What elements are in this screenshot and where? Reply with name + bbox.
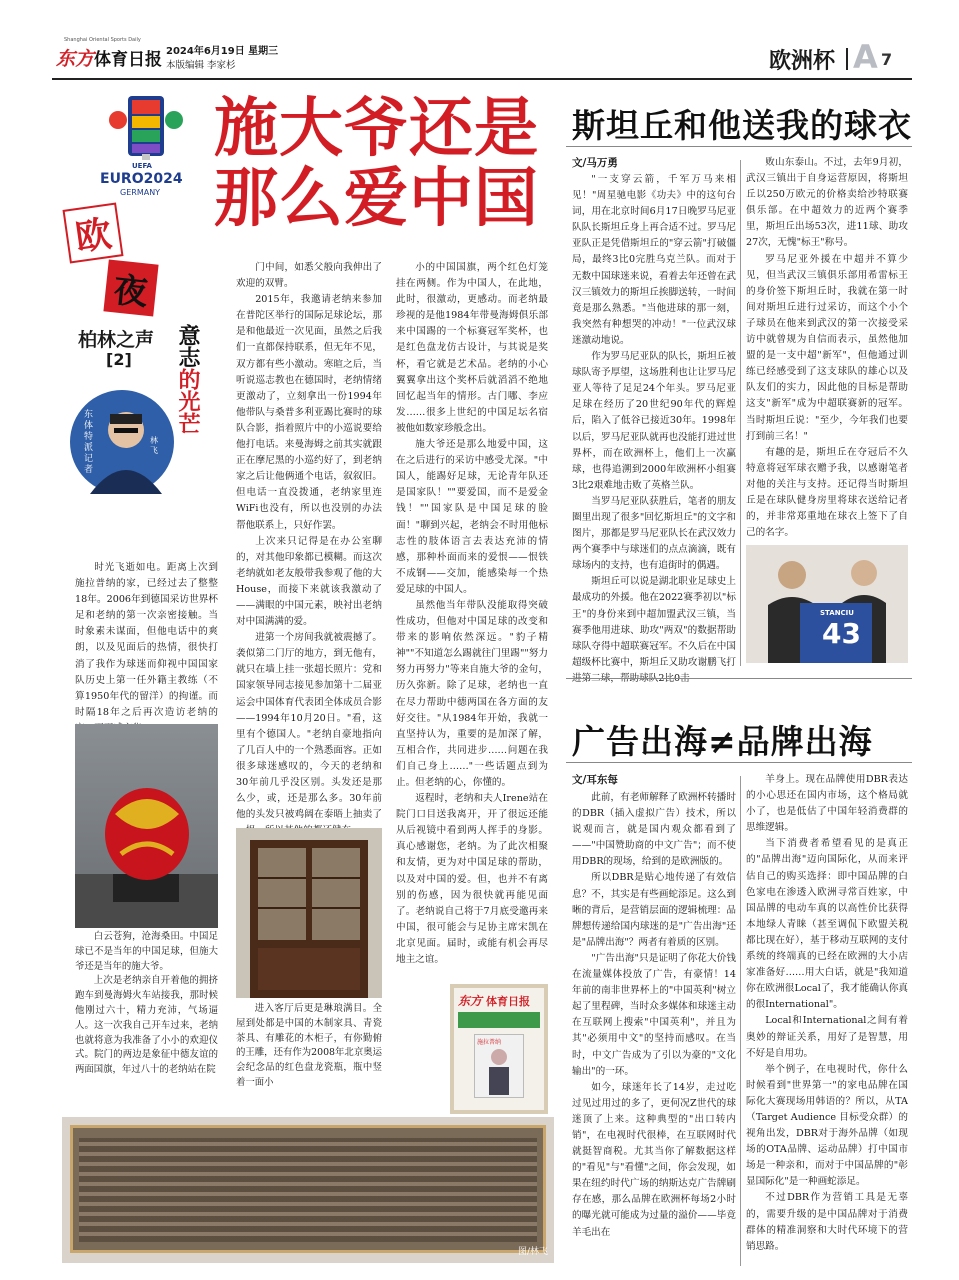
article3-col2 xyxy=(746,772,908,1268)
jersey-number: 43 xyxy=(822,617,861,650)
trophy-photo xyxy=(75,724,218,928)
paragraph: 白云苍狗，沧海桑田。中国足球已不是当年的中国足球，但施大爷还是当年的施大爷。 xyxy=(75,931,218,972)
article2-top-rule xyxy=(566,146,912,147)
paragraph: 如今，球迷年长了14岁，走过吃过见过用过的多了，更何况Z世代的球迷顶了上来。这种典型的"出口转内销"，在电视时代很棒，在互联网时代就挺智商税。尤其当你了解数据这样的"看见"与"看懂"之间，你会发现，如果在纽约时代广场的纳斯达克广告牌刷存在感，那么品牌在欧洲杯每场2小时的曝光就可能成为过量的溢价——毕竟羊毛出在 xyxy=(572,1081,736,1238)
masthead-date: 2024年6月19日 星期三 xyxy=(166,46,279,57)
masthead-rule xyxy=(52,78,912,80)
paragraph: 进第一个房间我就被震撼了。袭似第二门厅的地方，到无他有，就只在墙上挂一张超长照片：党和国家领导同志接见参加第十二届亚运会中国体育代表团全体成员合影——1994年10月20日。"看，这里有个德国人。"老纳自豪地指向了几百人中的一个熟悉面容。正如很多球迷感叹的，今天的老纳和30年前几乎没区别。头发还是那么少，或，还是那么多。30年前他的头发只被鸡阔在泰晤上抽卖了 xyxy=(236,632,382,821)
newspaper-banner xyxy=(458,1012,540,1028)
tag-box-ou xyxy=(63,203,124,264)
tag-char-ye: 夜 xyxy=(111,269,150,314)
column-rule-right xyxy=(740,160,741,666)
page-letter: A xyxy=(853,38,878,76)
trophy-icon xyxy=(96,92,196,162)
paragraph: 斯坦丘可以说是湖北职业足球史上最成功的外援。他在2022赛季初以"标王"的身份来到中超加盟武汉三镇，当赛季他用进球、助攻"两双"的数据帮助球队夺得中超联赛冠军。不久后在中国超级杯比赛中，斯坦丘又助攻谢鹏飞打 xyxy=(572,576,736,668)
panorama-frame xyxy=(70,1125,546,1253)
newspaper-portrait xyxy=(474,1034,524,1098)
newspaper-tag: 施拉普纳 xyxy=(477,1039,502,1046)
paragraph: "广告出海"只是证明了你花大价钱在流量媒体投放了广告，有豪情！14年前的南非世界杯上的"中国英利"树立起了里程碑，当时众多媒体和球迷主动在互联网上搜索"中国英利"，并且为其"必须用中文"的坚持而感叹。在当时，中文广告成为了引以为豪的"文化输出"的一环。 xyxy=(572,952,736,1077)
paragraph: 时光飞逝如电。距离上次到施拉普纳的家，已经过去了整整18年。2006年到德国采访世界杯足和老纳的第一次亲密接触。当时象素未谋面，但他电话中的爽朗，以及见面后的热情，很快打消了我作为球迷而仰视中国国家队历史上第一任外籍主教练（不算1950年代的留洋）的拘谨。而时隔18年之后再次造访老纳的 xyxy=(75,562,218,718)
column-subtitle xyxy=(172,324,202,434)
wooden-cabinet-icon xyxy=(236,828,382,998)
tag-box-ye xyxy=(103,260,158,317)
group-panorama-photo xyxy=(62,1117,554,1263)
article1-caption1 xyxy=(75,930,218,1112)
reporter-label: 东体特派记者 xyxy=(84,410,94,475)
section-name: 欧洲杯 xyxy=(769,49,836,74)
paragraph: 门中间，如悉父般向我伸出了欢迎的双臂。 xyxy=(236,262,382,290)
article1-col2 xyxy=(236,260,382,820)
article3-top-rule xyxy=(566,678,912,679)
article3-title-right: 品牌出海 xyxy=(736,722,873,761)
masthead-logo-en: Shanghai Oriental Sports Daily xyxy=(64,37,141,43)
paragraph: 羊身上。现在品牌使用DBR表达的小心思还在国内市场，这个格局就小了，也是低估了中国年轻消费群的思维逻辑。 xyxy=(746,774,908,834)
newspaper-brand: 东方 xyxy=(458,994,483,1008)
newspaper-photo xyxy=(450,984,548,1114)
paragraph: 举个例子，在电视时代，你什么时候看到"世界第一"的家电品牌在国际化大赛现场用韩语的？所以，从TA（Target Audience 目标受众群）的视角出发，DBR对于海外品牌（如现场的OTA品牌、运动品牌）打中国市场是一种亲和，而对于中国品牌的"彰显国际化"是一种画蛇添足。 xyxy=(746,1063,908,1188)
article1-title-line2: 那么爱中国 xyxy=(214,162,539,236)
paragraph: 不过DBR作为营销工具是无辜的，需要升级的是中国品牌对于消费群体的精准洞察和大时代环境下的营销思路。 xyxy=(746,1192,908,1252)
column-rule-right-lower xyxy=(740,776,741,1266)
logo-uefa: UEFA xyxy=(132,162,152,170)
tag-char-ou: 欧 xyxy=(72,213,115,259)
paragraph: 所以DBR是贴心地传递了有效信息？不，其实是有些画蛇添足。这么到晰的背后，是营销层面的逻辑梳理：品牌想传递给国内球迷的是"广告出海"还是"品牌出海"？两者有着质的区别。 xyxy=(572,872,736,948)
paragraph: Local和International之间有着奥妙的辩证关系，用好了是智慧，用不好是自用功。 xyxy=(746,1015,908,1059)
paragraph: 罗马尼亚外援在中超并不算少见，但当武汉三镇俱乐部用希雷标王的身价签下斯坦丘时，我就在第一时间对斯坦丘进行过采访，而这个小个子球员在他来到武汉的第一次接受采访中就曾规为自信而表示，虽然他加盟的是一支中超"新军"，但他通过训练已经感受到了这支球队的雄心以及队友们的实力，因此他的目标是帮助这支"新军"成为中超联赛新的冠军。当时斯坦丘说："至少，今年我们也要打到前三名！" xyxy=(746,253,908,442)
article3-mid-rule xyxy=(566,762,912,763)
article3-byline: 文/耳东每 xyxy=(572,774,618,786)
article2-byline: 文/马万勇 xyxy=(572,157,618,169)
article1-col1 xyxy=(75,560,218,722)
article2-col1 xyxy=(572,172,736,672)
panorama-rows xyxy=(79,1138,537,1242)
paragraph: 小的中国国旗，两个红色灯笼挂在两侧。作为中国人，在此地，此时，很激动，更感动。而老纳最珍视的是他1984年带曼海姆俱乐部来中国踢的一个标赛冠军奖杯，也是红色盘龙仿古设计，与其说是奖杯，看它就是艺术品。老纳的小心翼翼拿出这个奖杯后就滔滔不绝地回忆起当年的情形。古门哪、李应发……很多上世纪的中国足坛名宿被他如数家珍般念出。 xyxy=(396,262,548,434)
paragraph: 败山东泰山。不过，去年9月初，武汉三镇出于自身运营原因，将斯坦丘以250万欧元的价格卖给沙特联赛俱乐部。在中超效力的近两个赛季里，斯坦丘出场53次，进11球、助攻27次，无愧"标王"称号。 xyxy=(746,157,908,249)
article3-title-symbol: ≠ xyxy=(708,722,737,761)
paragraph: 当下消费者希望看见的是真正的"品牌出海"迈向国际化，从而来评估自己的购买选择：即中国品牌的白色家电在渗透入欧洲寻常百姓家，中国品牌的电动车真的以高性价比获得本地绿人青睐（甚至调侃下欧盟关税都比现在好），基于移动互联网的支付系统的终端真的已经在欧洲的大小店家准备好……用大白话，就是"我知道你在欧洲很Local了，我才能确认你真的很International"。 xyxy=(746,838,908,1011)
article1-title xyxy=(214,94,554,234)
newspaper-clip xyxy=(454,988,544,1110)
paragraph: 施大爷还是那么地爱中国，这在之后进行的采访中感受尤深。"中国人，能踢好足球，无论青年队还是国家队！""要爱国，而不是爱金钱！""国家队是中国足球的脸面！"聊到兴起，老纳会不时用他标志性的肢体语言去表达充沛的情感，那种朴面而来的爱恨——恨铁不成钢——交加，能感染每一个热爱足球的中国人。 xyxy=(396,439,548,595)
paragraph: 上次是老纳亲自开着他的拥挤跑车到曼海姆火车站接我，那时候他刚过六十，精力充沛，气场逼人。这一次我自己开车过来，老纳也就将意为我准备了小小的欢迎仪式。院门的两边是象征中德友谊的两面国旗，年过八十的老纳站在院 xyxy=(75,975,218,1076)
paragraph: 作为罗马尼亚队的队长，斯坦丘被球队寄予厚望，这场胜利也让让罗马尼亚人等待了足足24个年头。罗马尼亚足球在经历了20世纪90年代的辉煌后，陷入了低谷已接近30年。1998年以后，罗马尼亚队就再也没能打进过世界杯，而在欧洲杯上，他们上一次赢球，也得追溯到2000年欧洲杯小组赛3比2艰难地击败了英格兰队。 xyxy=(572,351,736,491)
article1-title-line1: 施大爷还是 xyxy=(214,92,539,166)
article3-col1 xyxy=(572,790,736,1268)
article3-title xyxy=(572,716,873,763)
reporter-avatar xyxy=(70,390,174,494)
masthead-editor: 本版编辑 李家杉 xyxy=(166,60,236,71)
paragraph: "一支穿云箭，千军万马来相见！"周星驰电影《功夫》中的这句台词，用在北京时间6月17日晚罗马尼亚队队长斯坦丘身上再合适不过。罗马尼亚队正是凭借斯坦丘的"穿云箭"打破僵局，最终3比0完胜乌克兰队。而对于无数中国球迷来说，看着去年还曾在武汉三镇效力的斯坦丘挨脚送转，一时间竟是那么熟悉。"当他进球的那一刻，我突然有种想哭的冲动！"一位武汉球迷激动地说。 xyxy=(572,174,736,346)
logo-country: GERMANY xyxy=(120,188,161,197)
article1-caption2 xyxy=(236,1002,382,1114)
masthead-logo-name: 体育日报 xyxy=(94,50,162,70)
article2-col2 xyxy=(746,155,908,540)
paragraph: 此前，有老师解释了欧洲杯转播时的DBR（插入虚拟广告）技术，所以说观而言，就是国内观众都看到了——"中国赞助商的中文广告"；而不使用DBR的现场，给到的是欧洲版的。 xyxy=(572,792,736,868)
section-divider xyxy=(846,48,848,70)
masthead-logo-brand: 东方 xyxy=(56,48,95,70)
article2-title: 斯坦丘和他送我的球衣 xyxy=(572,106,912,145)
jersey-name: STANCIU xyxy=(820,609,854,617)
paragraph: 有趣的是，斯坦丘在夺冠后不久特意将冠军球衣赠予我，以感谢笔者对他的关注与支持。还记得当时斯坦丘是在球队健身房里将球衣送给记者的，并非常郑重地在球衣上签下了自己的名字。 xyxy=(746,446,908,539)
paragraph: 当罗马尼亚队获胜后，笔者的朋友圈里出现了很多"回忆斯坦丘"的文字和图片，那都是罗马尼亚队长在武汉效力两个赛季中与球迷们的点点滴滴，既有球场内的支持，也有追街时的偶遇。 xyxy=(572,495,736,572)
paragraph: 虽然他当年带队没能取得突破性成功，但他对中国足球的改变和带来的影响依然深远。"豹子精神""不知道怎么踢就往门里踢""努力努力再努力"等来自施大爷的金句，历久弥新。除了足球，老纳也一直在尽力帮助中德两国在各方面的友好交往。"从1984年开始，我就一直坚持认为，重要的是加深了解，互相合作，共同进步……问题在我们自己身上……"一些话题点到为止。但老纳的心，你懂的。 xyxy=(396,599,548,788)
article1-col3 xyxy=(396,260,548,980)
paragraph: 返程时，老纳和夫人Irene站在院门口目送我离开，开了很远还能从后视镜中看到两人挥手的身影。真心感谢您，老纳。为了此次相聚和友情，更为对中国足球的帮助，以及对中国的爱。但，也并不有离别的伤感，因为很快就再能见面了。老纳说自己将于7月底受邀再来中国，很可能会与足协主席宋凯在北京见面。届时，或能有机会再尽地主之谊。 xyxy=(396,793,548,966)
page-number: 7 xyxy=(881,50,893,69)
column-number: [2] xyxy=(106,350,132,369)
euro2024-logo xyxy=(96,92,196,204)
paragraph: 进入客厅后更是琳琅满目。全屋到处都是中国的木制家具、青瓷茶具、有雕花的木柜子，有你勤俯的王雕，还有作为2008年北京奥运会纪念品的红色盘龙瓷瓶，瓶中竖着一面小 xyxy=(236,1003,382,1088)
column-subtitle-2: 的光芒 xyxy=(175,368,200,434)
column-subtitle-1: 意志 xyxy=(175,324,200,368)
newspaper-name: 体育日报 xyxy=(486,995,530,1008)
dragon-trophy-icon xyxy=(75,724,218,928)
stanciu-jersey-photo xyxy=(746,545,908,663)
masthead xyxy=(52,36,912,78)
paragraph: 2015年，我邀请老纳来参加在普陀区举行的国际足球论坛，那是和他最近一次见面，虽然之后我们一直都保持联系，但无年不见，双方都有些小激动。寒暄之后，当听说巡志教也在德国时，老纳情绪更激动了，立刻拿出一份1994年他带队与桑普多利亚踢比赛时的球队合影，指着照片中的小巡说要给他打电话。来曼海姆之前其实就跟正在摩尼黑的小巡约好了，到老纳家之后让他俩通个电话，叙叙旧。但电话一直没拨通，老纳家里连WiFi也没有，所以也没别的办法帮他联系上，只好作罢。 xyxy=(236,294,382,531)
cabinet-photo xyxy=(236,828,382,998)
logo-euro: EURO2024 xyxy=(100,171,183,187)
reporter-name: 林飞 xyxy=(150,436,158,455)
paragraph: 上次来只记得是在办公室聊的，对其他印象都已模糊。而这次老纳就如老友般带我参观了他的大House，而接下来就该我激动了——满眼的中国元素，映衬出老纳对中国满满的爱。 xyxy=(236,535,382,628)
column-series: 柏林之声 xyxy=(78,329,155,351)
article3-title-left: 广告出海 xyxy=(572,722,708,761)
photo-credit: 图/林飞 xyxy=(517,1247,548,1257)
